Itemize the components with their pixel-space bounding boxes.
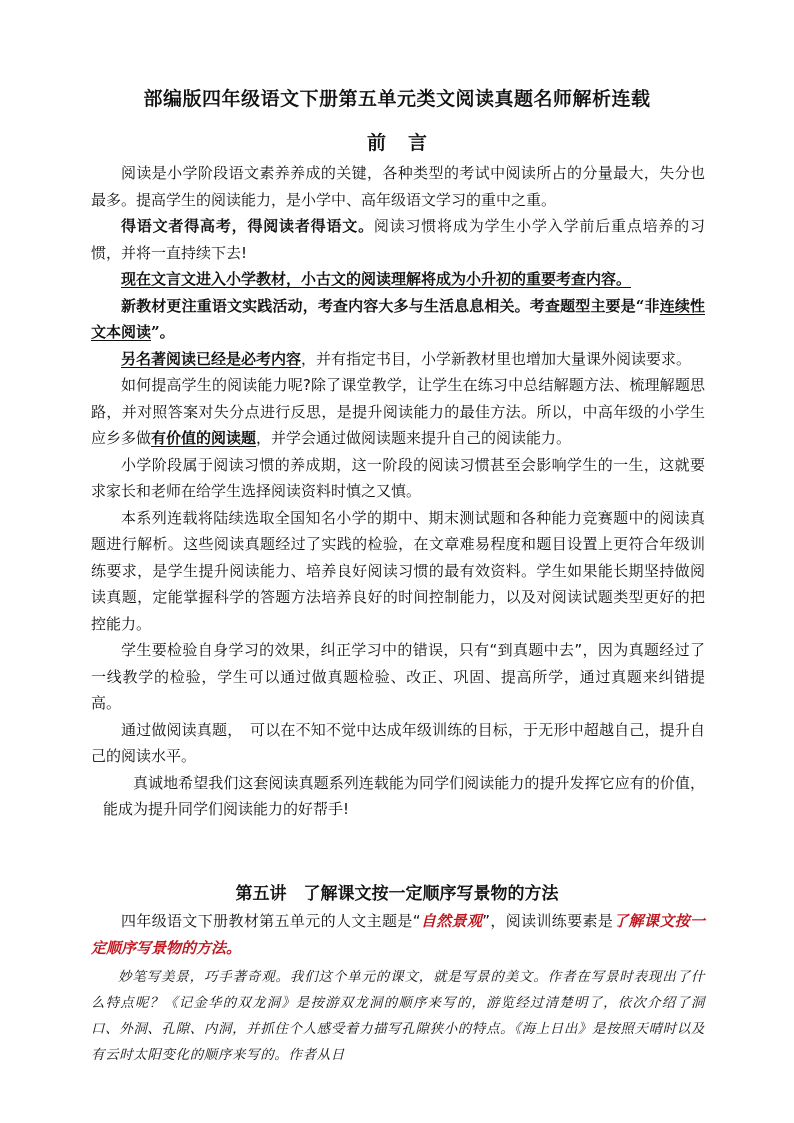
bold-statement-end: ”。 — [151, 323, 175, 341]
section-intro — [91, 908, 705, 961]
preface-body — [91, 160, 705, 823]
paragraph-10: 通过做阅读真题， 可以在不知不觉中达成年级训练的目标，于无形中超越自己，提升自己的阅读水平。 — [91, 720, 705, 765]
paragraph-8: 本系列连载将陆续选取全国知名小学的期中、期末测试题和各种能力竞赛题中的阅读真题进行解析。这些阅读真题经过了实践的检验，在文章难易程度和题目设置上更符合年级训练要求，是学生提升阅读能力、培养良好阅读习惯的最有效资料。学生如果能长期坚持做阅读真题，定能掌握科学的答题方法培养良好的时间控制能力，以及对阅读试题类型更好的把控能力。 — [91, 508, 705, 633]
section-text-b: ”，阅读训练要素是 — [482, 912, 614, 930]
paragraph-4 — [91, 293, 705, 346]
paragraph-5-text: ，并有指定书目，小学新教材里也增加大量课外阅读要求。 — [301, 349, 692, 368]
paragraph-2-text: 阅读习惯将成为学生小学入学前后重点培养的习惯，并将一直持续下去! — [91, 217, 705, 262]
paragraph-9: 学生要检验自身学习的效果，纠正学习中的错误，只有“到真题中去”，因为真题经过了一线教学的检验，学生可以通过做真题检验、改正、巩固、提高所学，通过真题来纠错提高。 — [91, 641, 705, 712]
paragraph-6 — [91, 372, 705, 452]
bold-statement: 新教材更注重语文实践活动，考查内容大多与生活息息相关。考查题型主要是“非 — [121, 296, 660, 315]
preface-heading: 前言 — [366, 132, 449, 154]
paragraph-5 — [91, 346, 705, 373]
paragraph-3 — [91, 266, 705, 293]
section-heading: 第五讲 了解课文按一定顺序写景物的方法 — [235, 884, 559, 904]
document-title: 部编版四年级语文下册第五单元类文阅读真题名师解析连载 — [143, 88, 651, 110]
highlight-element: 了解课文按一定顺序写景物的方法。 — [91, 912, 705, 957]
section-text-a: 四年级语文下册教材第五单元的人文主题是“ — [121, 912, 421, 930]
paragraph-2 — [91, 213, 705, 266]
underlined-term: 连续性文本阅读 — [91, 296, 705, 341]
paragraph-1: 阅读是小学阶段语文素养养成的关键，各种类型的考试中阅读所占的分量最大，失分也最多。提高学生的阅读能力，是小学中、高年级语文学习的重中之重。 — [91, 164, 705, 209]
paragraph-6-text-a: 如何提高学生的阅读能力呢?除了课堂教学，让学生在练习中总结解题方法、梳理解题思路，并对照答案对失分点进行反思，是提升阅读能力的最佳方法。所以，中高年级的小学生应乡多做 — [91, 376, 705, 447]
section-paragraph-2: 妙笔写美景，巧手著奇观。我们这个单元的课文，就是写景的美文。作者在写景时表现出了什么特点呢？《记金华的双龙洞》是按游双龙洞的顺序来写的，游览经过清楚明了，依次介绍了洞口、外洞、孔隙、内洞，并抓住个人感受着力描写孔隙狭小的特点。《海上日出》是按照天晴时以及有云时太阳变化的顺序来写的。作者从日 — [91, 969, 705, 1063]
paragraph-11: 真诚地希望我们这套阅读真题系列连载能为同学们阅读能力的提升发挥它应有的价值，能成为提升同学们阅读能力的好帮手! — [103, 773, 705, 818]
highlight-theme: 自然景观 — [420, 912, 483, 930]
section-body — [91, 964, 705, 1068]
section-paragraph-1 — [91, 908, 705, 961]
underlined-statement: 现在文言文进入小学教材，小古文的阅读理解将成为小升初的重要考查内容。 — [121, 270, 632, 288]
bold-slogan: 得语文者得高考，得阅读者得语文。 — [121, 217, 374, 235]
paragraph-7: 小学阶段属于阅读习惯的养成期，这一阶段的阅读习惯甚至会影响学生的一生，这就要求家长和老师在给学生选择阅读资料时慎之又慎。 — [91, 455, 705, 500]
paragraph-6-text-b: ，并学会通过做阅读题来提升自己的阅读能力。 — [256, 429, 572, 447]
underlined-phrase: 另名著阅读已经是必考内容 — [121, 349, 302, 368]
underlined-keyword: 有价值的阅读题 — [151, 429, 257, 447]
